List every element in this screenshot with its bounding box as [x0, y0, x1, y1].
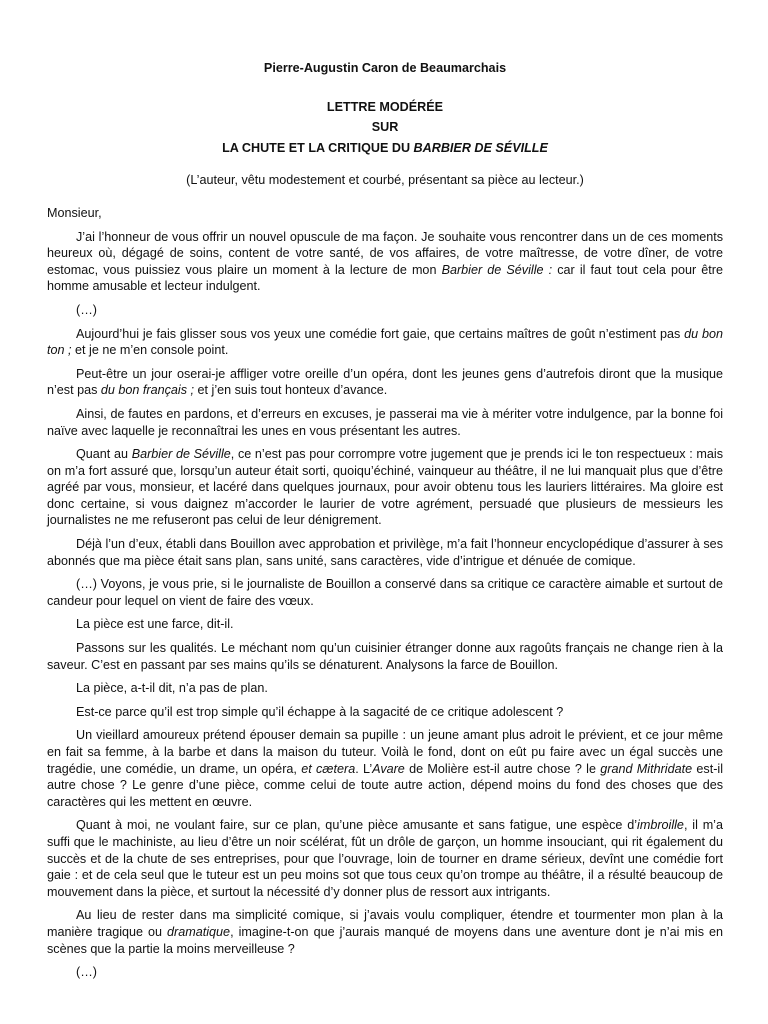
- paragraph-italic: Barbier de Séville: [131, 447, 231, 462]
- paragraph-text: et j’en suis tout honteux d’avance.: [194, 383, 388, 398]
- paragraph-text: Un vieillard amoureux prétend épouser demain sa pupille : un jeune amant plus adroit le prévient, et ce jour même en fait sa femme, à la barbe et dans la maison du tuteur. Voilà le fond, dont on eût pu faire avec un égal succès une tragédie, une comédie, un drame, un opéra,: [47, 728, 723, 776]
- paragraph-italic: dramatique: [167, 924, 231, 939]
- paragraph-10: [47, 640, 723, 673]
- paragraph-2: [47, 302, 723, 319]
- paragraph-text: Quant à moi, ne voulant faire, sur ce plan, qu’une pièce amusante et sans fatigue, une espèce d’: [76, 818, 638, 833]
- paragraph-text: La pièce, a-t-il dit, n’a pas de plan.: [76, 681, 268, 696]
- paragraph-text: La pièce est une farce, dit-il.: [76, 617, 234, 632]
- paragraph-3: [47, 326, 723, 359]
- title-line-2: SUR: [371, 120, 399, 135]
- paragraph-italic: Barbier de Séville :: [441, 262, 553, 277]
- paragraph-16: [47, 964, 723, 981]
- paragraph-italic: du bon français ;: [100, 383, 195, 398]
- paragraph-text: Déjà l’un d’eux, établi dans Bouillon avec approbation et privilège, m’a fait l’honneur encyclopédique d’assurer à ses abonnés que ma pièce était sans plan, sans unité, sans caractères, vide d’intrigue et dénuée de comique.: [47, 537, 723, 568]
- paragraph-15: [47, 907, 723, 957]
- paragraph-1: [47, 229, 723, 295]
- paragraph-text: Est-ce parce qu’il est trop simple qu’il échappe à la sagacité de ce critique adolescent ?: [76, 704, 564, 719]
- subtitle: (L’auteur, vêtu modestement et courbé, présentant sa pièce au lecteur.): [186, 173, 584, 188]
- paragraph-text: Quant au: [76, 447, 132, 462]
- paragraph-italic: du bon ton ;: [47, 326, 723, 358]
- paragraph-text: de Molière est-il autre chose ? le: [404, 761, 601, 776]
- title-line-3: [47, 140, 723, 157]
- paragraph-9: [47, 616, 723, 633]
- paragraph-8: [47, 576, 723, 609]
- paragraph-7: [47, 536, 723, 569]
- paragraph-text: J’ai l’honneur de vous offrir un nouvel opuscule de ma façon. Je souhaite vous rencontrer dans un de ces moments heureux où, dégagé de soins, content de votre santé, de vos affaires, de votre maîtresse, de votre dîner, de votre estomac, vous puissiez vous plaire un moment à la lecture de mon: [47, 229, 723, 277]
- salutation: Monsieur,: [47, 205, 102, 220]
- author-name: Pierre-Augustin Caron de Beaumarchais: [263, 61, 507, 75]
- paragraph-text: car il faut tout cela pour être homme amusable et lecteur indulgent.: [47, 262, 724, 294]
- paragraph-italic: imbroille: [637, 818, 684, 833]
- title-line-3-italic: BARBIER DE SÉVILLE: [413, 140, 548, 155]
- paragraph-italic: grand Mithridate: [600, 761, 693, 776]
- paragraph-11: [47, 680, 723, 697]
- title-line-1: LETTRE MODÉRÉE: [326, 99, 444, 114]
- title-line-3-prefix: LA CHUTE ET LA CRITIQUE DU: [222, 140, 414, 155]
- paragraph-text: Peut-être un jour oserai-je affliger votre oreille d’un opéra, dont les jeunes gens d’autrefois diront que la musique n’est pas: [47, 366, 723, 398]
- paragraph-text: Au lieu de rester dans ma simplicité comique, si j’avais voulu compliquer, étendre et tourmenter mon plan à la manière tragique ou: [47, 908, 723, 939]
- paragraph-italic: Avare: [372, 761, 405, 776]
- paragraph-text: (…) Voyons, je vous prie, si le journaliste de Bouillon a conservé dans sa critique ce caractère aimable et surtout de candeur pour lequel on vient de faire des vœux.: [47, 577, 723, 608]
- paragraph-text: et je ne m’en console point.: [71, 343, 229, 358]
- paragraph-text: Aujourd’hui je fais glisser sous vos yeux une comédie fort gaie, que certains maîtres de goût n’estiment pas: [76, 326, 685, 341]
- paragraph-text: Ainsi, de fautes en pardons, et d’erreurs en excuses, je passerai ma vie à mériter votre indulgence, par la bonne foi naïve avec laquelle je reconnaîtrai les unes en vous présentant les autres.: [47, 406, 723, 438]
- paragraph-text: (…): [76, 302, 97, 317]
- paragraph-text: , imagine-t-on que j’aurais manqué de moyens dans une aventure dont je n’ai mis en scènes que la partie la moins merveilleuse ?: [47, 924, 724, 956]
- paragraph-5: [47, 406, 723, 439]
- paragraph-6: [47, 446, 723, 529]
- paragraph-italic: et cætera: [301, 761, 356, 776]
- paragraph-text: Passons sur les qualités. Le méchant nom qu’un cuisinier étranger donne aux ragoûts français ne change rien à la saveur. C’est en passant par ses mains qu’ils se dénaturent. Analysons la farce de Bouillon.: [47, 641, 723, 672]
- document-page: [47, 60, 723, 988]
- paragraph-text: est-il autre chose ? Le genre d’une pièce, comme celui de toute autre action, dépend moins du fond des choses que des caractères qui les mettent en œuvre.: [47, 761, 723, 809]
- paragraph-text: . L’: [355, 761, 373, 776]
- paragraph-text: , il m’a suffi que le machiniste, au lieu d’être un noir scélérat, fût un drôle de garçon, un homme insouciant, qui rit également du succès et de la chute de ses entreprises, pour que l’ouvrage, loin de tourner en drame sérieux, devînt une comédie fort gaie : et de cela seul que le tuteur est un peu moins sot que tous ceux qu’on trompe au théâtre, il a résulté beaucoup de mouvement dans la pièce, et surtout la nécessité d’y donner plus de ressort aux intrigants.: [47, 818, 723, 899]
- paragraph-text: (…): [76, 965, 97, 980]
- paragraph-14: [47, 817, 723, 900]
- paragraph-12: [47, 704, 723, 721]
- paragraph-13: [47, 727, 723, 810]
- paragraph-text: , ce n’est pas pour corrompre votre jugement que je prends ici le ton respectueux : mais on m’a fort assuré que, lorsqu’un auteur était sorti, quoiqu’échiné, vainqueur au théâtre, il ne lui manquait plus que d’être agréé par vous, monsieur, et lacéré dans quelques journaux, pour avoir obtenu tous les lauriers littéraires. Ma gloire est donc certaine, si vous daignez m’accorder le laurier de votre agrément, persuadé que plusieurs de messieurs les journalistes ne me refuseront pas celui de leur dénigrement.: [47, 447, 723, 528]
- paragraph-4: [47, 366, 723, 399]
